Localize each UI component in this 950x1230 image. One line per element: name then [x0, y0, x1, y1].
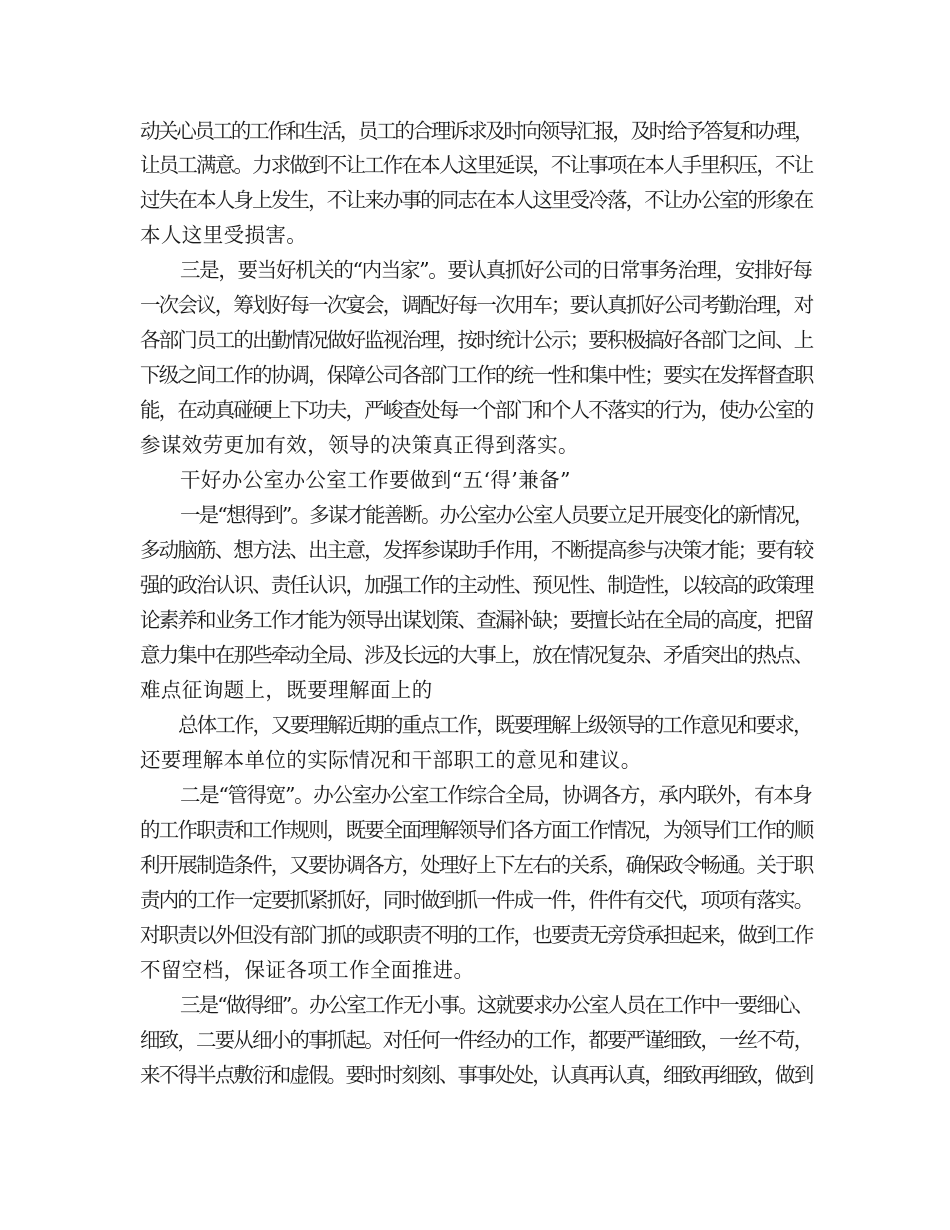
paragraph-first-line: 三是，要当好机关的“内当家”。要认真抓好公司的日常事务治理，安排好每: [180, 258, 812, 282]
text-line: 一次会议，筹划好每一次宴会，调配好每一次用车；要认真抓好公司考勤治理，对: [140, 293, 813, 317]
paragraph-first-line: 二是“管得宽”。办公室办公室工作综合全局，协调各方，承内联外，有本身: [180, 783, 812, 807]
text-line: 的工作职责和工作规则，既要全面理解领导们各方面工作情况，为领导们工作的顺: [140, 818, 813, 842]
text-line: 下级之间工作的协调，保障公司各部门工作的统一性和集中性；要实在发挥督查职: [140, 363, 813, 387]
text-line: 本人这里受损害。: [140, 223, 308, 247]
text-line: 还要理解本单位的实际情况和干部职工的意见和建议。: [140, 748, 642, 772]
text-line: 利开展制造条件，又要协调各方，处理好上下左右的关系，确保政令畅通。关于职: [140, 853, 813, 877]
text-line: 强的政治认识、责任认识，加强工作的主动性、预见性、制造性，以较高的政策理: [140, 573, 813, 597]
text-line: 能，在动真碰硬上下功夫，严峻查处每一个部门和个人不落实的行为，使办公室的: [140, 398, 813, 422]
text-line: 各部门员工的出勤情况做好监视治理，按时统计公示；要积极搞好各部门之间、上: [140, 328, 813, 352]
text-line: 对职责以外但没有部门抓的或职责不明的工作，也要责无旁贷承担起来，做到工作: [140, 923, 813, 947]
text-line: 论素养和业务工作才能为领导出谋划策、查漏补缺；要擅长站在全局的高度，把留: [140, 608, 813, 632]
text-line: 来不得半点敷衍和虚假。要时时刻刻、事事处处，认真再认真，细致再细致，做到: [140, 1063, 813, 1087]
text-line: 让员工满意。力求做到不让工作在本人这里延误，不让事项在本人手里积压，不让: [140, 153, 813, 177]
text-line: 意力集中在那些牵动全局、涉及长远的大事上，放在情况复杂、矛盾突出的热点、: [140, 643, 813, 667]
paragraph-first-line: 一是“想得到”。多谋才能善断。办公室办公室人员要立足开展变化的新情况，: [180, 503, 813, 527]
text-line: 责内的工作一定要抓紧抓好，同时做到抓一件成一件，件件有交代，项项有落实。: [140, 888, 813, 912]
paragraph-first-line: 总体工作，又要理解近期的重点工作，既要理解上级领导的工作意见和要求，: [178, 713, 812, 737]
text-line: 动关心员工的工作和生活，员工的合理诉求及时向领导汇报，及时给予答复和办理，: [140, 119, 813, 143]
text-line: 过失在本人身上发生，不让来办事的同志在本人这里受冷落，不让办公室的形象在: [140, 188, 813, 212]
section-heading: 干好办公室办公室工作要做到“五‘得’兼备”: [180, 468, 571, 492]
text-line: 难点征询题上，既要理解面上的: [140, 678, 433, 702]
text-line: 多动脑筋、想方法、出主意，发挥参谋助手作用，不断提高参与决策才能；要有较: [140, 538, 813, 562]
text-line: 不留空档，保证各项工作全面推进。: [140, 958, 475, 982]
text-line: 细致，二要从细小的事抓起。对任何一件经办的工作，都要严谨细致，一丝不苟，: [140, 1028, 813, 1052]
text-line: 参谋效劳更加有效，领导的决策真正得到落实。: [140, 433, 579, 457]
paragraph-first-line: 三是“做得细”。办公室工作无小事。这就要求办公室人员在工作中一要细心、: [180, 993, 813, 1017]
